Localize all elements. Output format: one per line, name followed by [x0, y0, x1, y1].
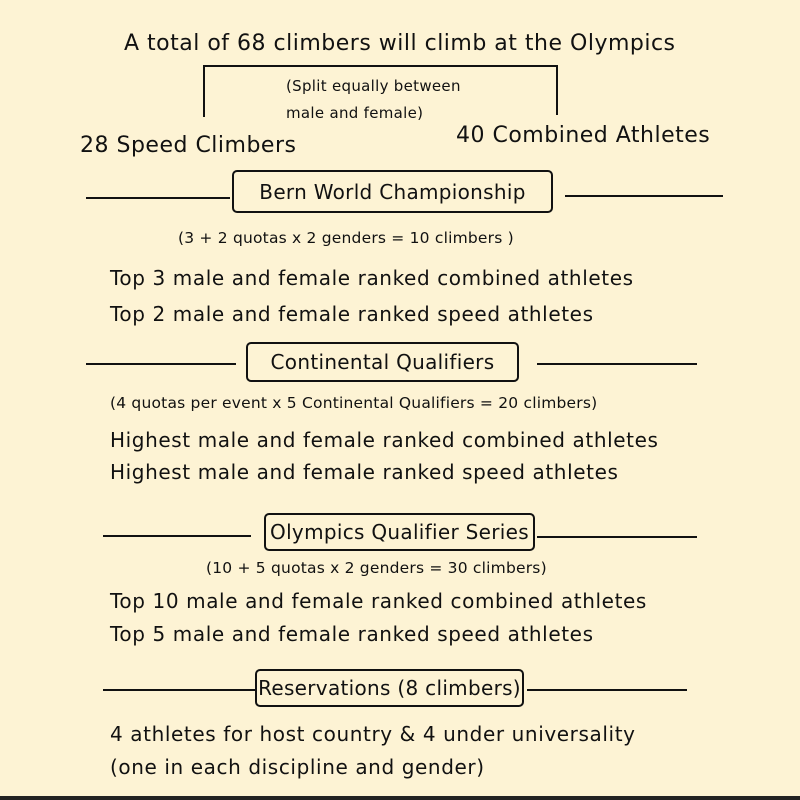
divider-right [537, 363, 697, 365]
formula-oqs: (10 + 5 quotas x 2 genders = 30 climbers) [206, 559, 547, 577]
section-box-bern [232, 170, 553, 213]
divider-right [565, 195, 723, 197]
divider-left [86, 197, 230, 199]
criteria-oqs-2: Top 5 male and female ranked speed athletes [110, 622, 594, 646]
section-box-continental [246, 342, 519, 382]
divider-left [86, 363, 236, 365]
criteria-continental-2: Highest male and female ranked speed athletes [110, 460, 619, 484]
bottom-border [0, 796, 800, 800]
speed-climbers-label: 28 Speed Climbers [80, 133, 297, 158]
combined-athletes-label: 40 Combined Athletes [456, 123, 711, 148]
section-box-oqs [264, 513, 535, 551]
divider-right [527, 689, 687, 691]
reservations-line-1: 4 athletes for host country & 4 under universality [110, 722, 636, 746]
formula-bern: (3 + 2 quotas x 2 genders = 10 climbers ) [178, 229, 514, 247]
formula-continental: (4 quotas per event x 5 Continental Qualifiers = 20 climbers) [110, 394, 598, 412]
bracket-left-leg [203, 65, 205, 117]
divider-left [103, 535, 251, 537]
criteria-oqs-1: Top 10 male and female ranked combined athletes [110, 589, 647, 613]
criteria-bern-1: Top 3 male and female ranked combined athletes [110, 266, 634, 290]
reservations-line-2: (one in each discipline and gender) [110, 755, 485, 779]
section-title-bern: Bern World Championship [259, 179, 526, 204]
criteria-continental-1: Highest male and female ranked combined athletes [110, 428, 659, 452]
divider-left [103, 689, 255, 691]
divider-right [537, 536, 697, 538]
bracket-top-line [203, 65, 558, 67]
bracket-right-leg [556, 65, 558, 115]
split-note-line1: (Split equally between [286, 77, 461, 95]
page-title: A total of 68 climbers will climb at the Olympics [124, 31, 676, 56]
section-title-oqs: Olympics Qualifier Series [270, 520, 529, 544]
section-title-reservations: Reservations (8 climbers) [258, 676, 521, 700]
section-title-continental: Continental Qualifiers [270, 350, 495, 374]
split-note-line2: male and female) [286, 104, 424, 122]
criteria-bern-2: Top 2 male and female ranked speed athletes [110, 302, 594, 326]
section-box-reservations [255, 669, 524, 707]
